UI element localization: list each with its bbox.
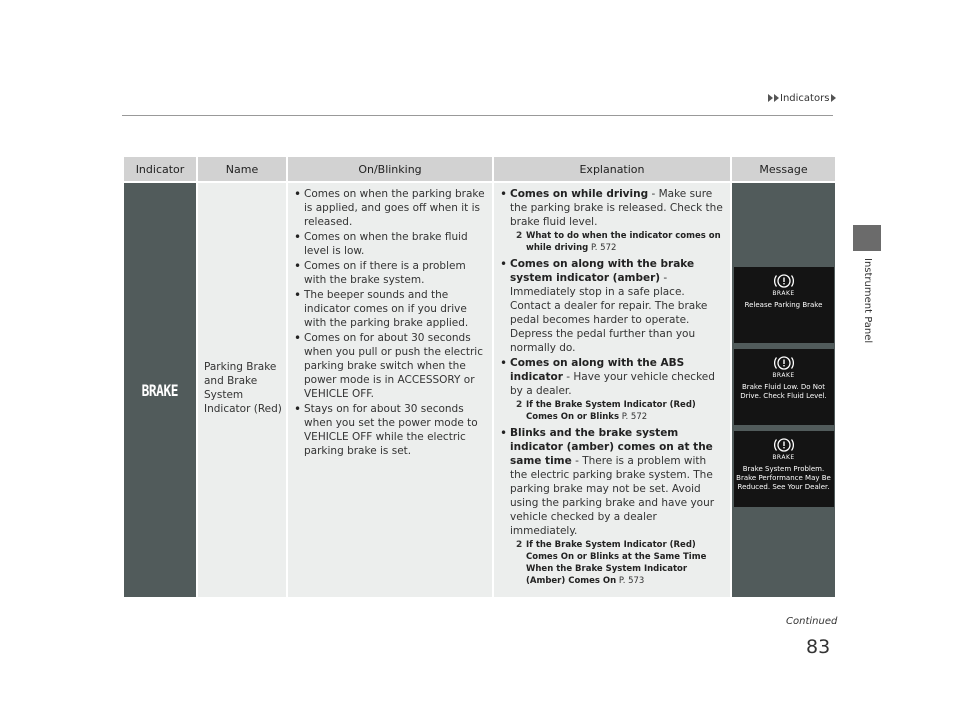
brake-warning-icon xyxy=(773,349,795,372)
breadcrumb xyxy=(768,93,837,104)
triangle-right-icon xyxy=(768,94,773,102)
list-item: • Comes on while driving - Make sure the parking brake is released. Check the brake fluid level. 2 What to do when the indicator comes on while driving P. 572 xyxy=(500,187,724,254)
triangle-right-icon xyxy=(831,94,836,102)
message-cell xyxy=(732,183,835,597)
xref-arrow-icon: 2 xyxy=(516,231,523,241)
section-tab-marker xyxy=(853,225,881,251)
explanation-heading: Comes on along with the brake system indicator (amber) xyxy=(510,258,695,284)
column-header-explanation: Explanation xyxy=(494,157,730,181)
list-item: • Comes on when the parking brake is applied, and goes off when it is released. xyxy=(294,187,486,229)
explanation-heading: Comes on along with the ABS indicator xyxy=(510,357,685,383)
list-item: • Blinks and the brake system indicator (amber) comes on at the same time - There is a problem with the electric parking brake system. The parking brake may not be set. Avoid using the parking brake and have your vehicle checked by a dealer immediately. 2 If the Brake System Indicator (Red) Comes On or Blinks at the Same Time When the Brake System Indicator (Amber) Comes On P. 573 xyxy=(500,426,724,587)
xref-arrow-icon: 2 xyxy=(516,400,523,410)
xref-arrow-icon: 2 xyxy=(516,540,523,550)
list-item: • The beeper sounds and the indicator comes on if you drive with the parking brake applied. xyxy=(294,288,486,330)
triangle-right-icon xyxy=(774,94,779,102)
cross-reference[interactable]: 2 If the Brake System Indicator (Red) Comes On or Blinks at the Same Time When the Brake System Indicator (Amber) Comes On P. 573 xyxy=(516,540,707,586)
column-header-indicator: Indicator xyxy=(124,157,196,181)
brake-warning-icon xyxy=(773,267,795,290)
list-item: • Comes on for about 30 seconds when you pull or push the electric parking brake switch when the power mode is in ACCESSORY or VEHICLE OFF. xyxy=(294,331,486,401)
header-rule xyxy=(122,115,833,116)
list-item: • Stays on for about 30 seconds when you set the power mode to VEHICLE OFF while the electric parking brake is set. xyxy=(294,402,486,458)
column-header-message: Message xyxy=(732,157,835,181)
display-message-text: Brake Fluid Low. Do Not Drive. Check Fluid Level. xyxy=(740,383,827,400)
list-item: • Comes on along with the ABS indicator - Have your vehicle checked by a dealer. 2 If the Brake System Indicator (Red) Comes On or Blinks P. 572 xyxy=(500,356,724,423)
explanation-cell xyxy=(494,183,730,597)
breadcrumb-section: Indicators xyxy=(780,93,830,104)
side-section-label: Instrument Panel xyxy=(862,258,873,344)
table-row xyxy=(124,183,835,597)
table-header-row xyxy=(124,157,835,181)
display-message-text: Brake System Problem. Brake Performance May Be Reduced. See Your Dealer. xyxy=(736,465,831,491)
display-message-panel: BRAKE Brake System Problem. Brake Performance May Be Reduced. See Your Dealer. xyxy=(734,431,834,507)
explanation-heading: Blinks and the brake system indicator (amber) comes on at the same time xyxy=(510,427,713,467)
indicator-table xyxy=(122,157,837,597)
list-item: • Comes on when the brake fluid level is low. xyxy=(294,230,486,258)
brake-indicator-symbol: BRAKE xyxy=(141,380,179,400)
list-item: • Comes on if there is a problem with the brake system. xyxy=(294,259,486,287)
column-header-name: Name xyxy=(198,157,286,181)
display-message-text: Release Parking Brake xyxy=(744,301,823,309)
indicator-name: Parking Brake and Brake System Indicator (Red) xyxy=(198,183,286,597)
explanation-heading: Comes on while driving xyxy=(510,188,649,200)
cross-reference[interactable]: 2 If the Brake System Indicator (Red) Comes On or Blinks P. 572 xyxy=(516,400,696,422)
indicator-cell xyxy=(124,183,196,597)
display-message-panel: BRAKE Release Parking Brake xyxy=(734,267,834,343)
on-blinking-cell xyxy=(288,183,492,597)
continued-label: Continued xyxy=(786,616,838,627)
cross-reference[interactable]: 2 What to do when the indicator comes on while driving P. 572 xyxy=(516,231,721,253)
brake-warning-icon xyxy=(773,431,795,454)
column-header-on-blinking: On/Blinking xyxy=(288,157,492,181)
page-number: 83 xyxy=(806,636,831,658)
list-item: • Comes on along with the brake system indicator (amber) - Immediately stop in a safe place. Contact a dealer for repair. The brake pedal becomes harder to operate. Depress the pedal further than you normally do. xyxy=(500,257,724,355)
display-message-panel: BRAKE Brake Fluid Low. Do Not Drive. Check Fluid Level. xyxy=(734,349,834,425)
